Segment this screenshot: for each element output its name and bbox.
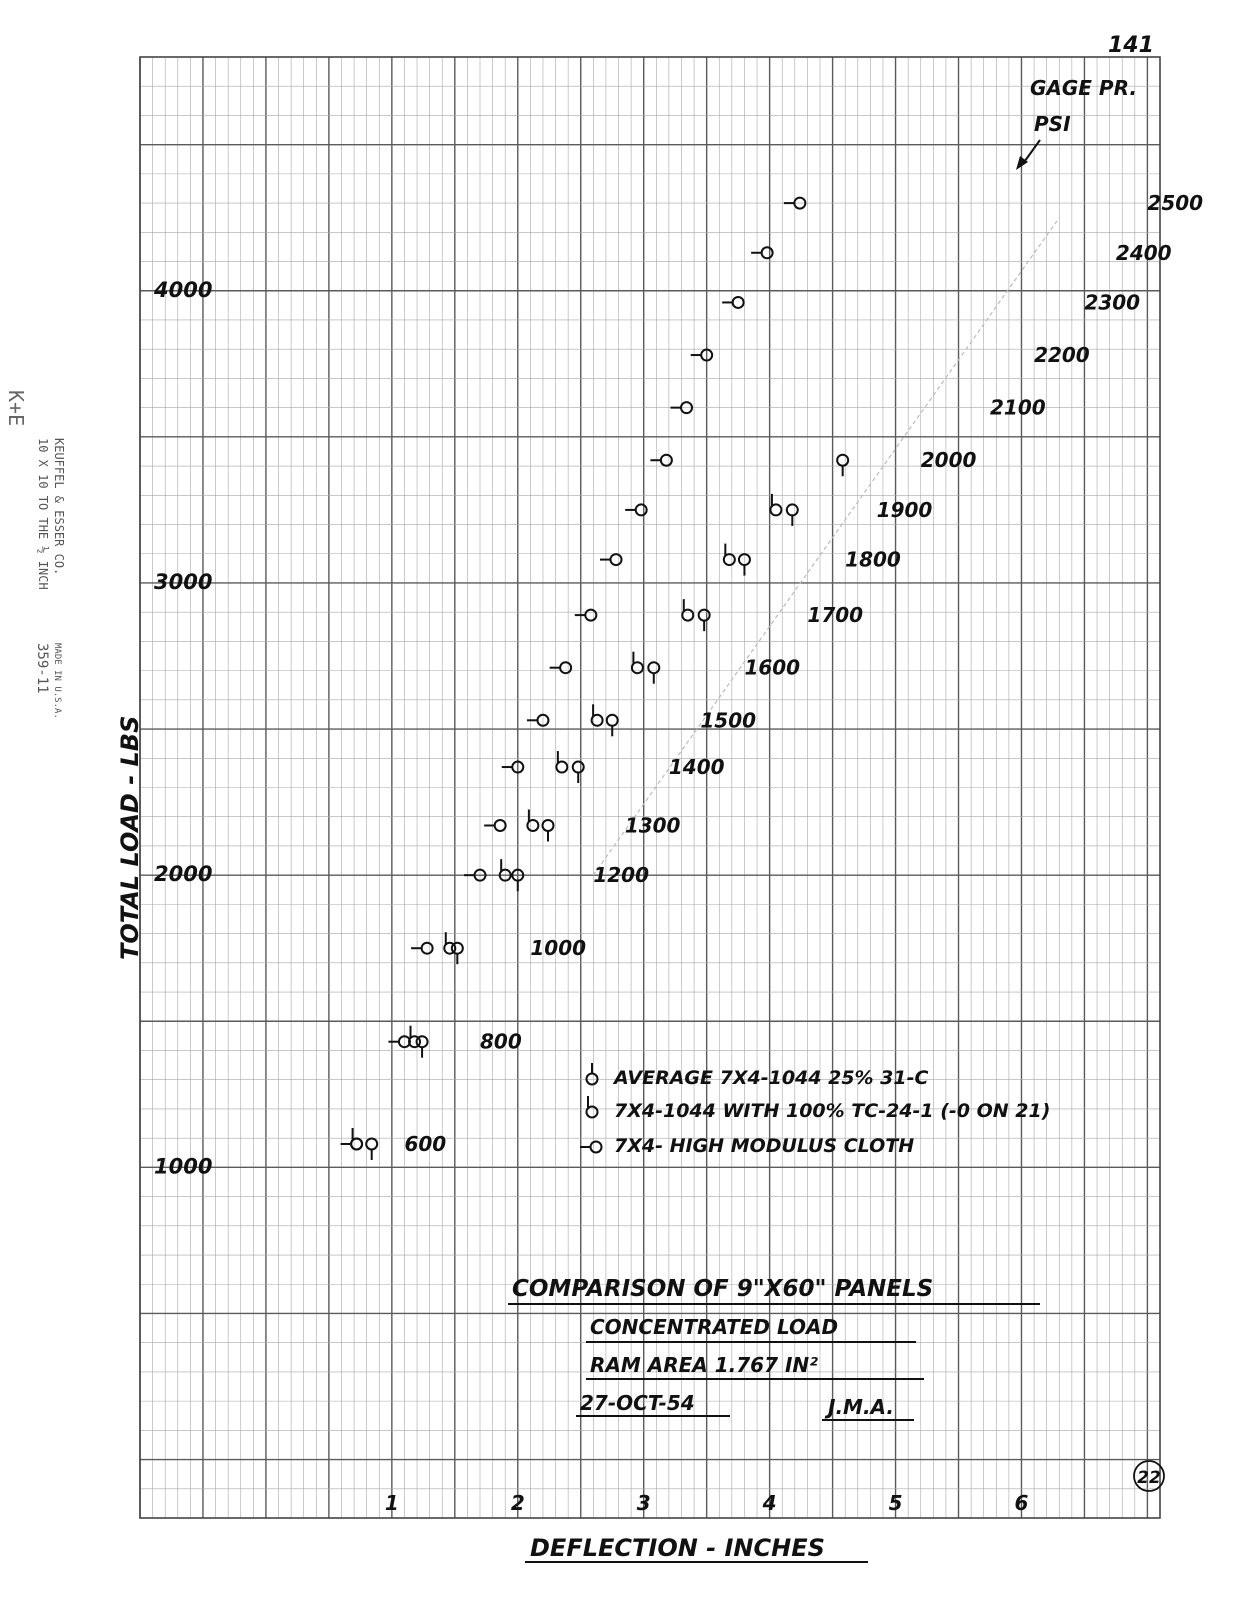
gage-pressure-label: 1500 — [700, 708, 757, 733]
x-tick-label: 4 — [762, 1491, 777, 1515]
point-circle — [351, 1138, 362, 1149]
sheet-number: 22 — [1137, 1468, 1161, 1488]
data-point — [722, 297, 744, 308]
gage-pressure-label: 2000 — [920, 448, 977, 473]
legend-marker-average — [587, 1063, 598, 1085]
x-tick-label: 3 — [636, 1491, 651, 1515]
point-circle — [770, 504, 781, 515]
point-circle — [543, 820, 554, 831]
point-circle — [632, 662, 643, 673]
legend-label-average: AVERAGE 7X4-1044 25% 31-C — [614, 1067, 929, 1089]
sheet-number-badge — [1134, 1461, 1164, 1491]
chart-subtitle-line1: CONCENTRATED LOAD — [590, 1315, 839, 1339]
point-circle — [682, 610, 693, 621]
title-block — [508, 1276, 1040, 1420]
y-tick-label: 3000 — [154, 569, 213, 594]
gage-header-line1: GAGE PR. — [1030, 76, 1137, 100]
x-axis-title: DEFLECTION - INCHES — [530, 1534, 825, 1562]
gage-pressure-label: 2100 — [990, 395, 1046, 420]
data-point — [573, 762, 584, 784]
point-circle — [611, 554, 622, 565]
x-tick-label: 2 — [510, 1491, 525, 1515]
legend-label-high-modulus: 7X4- HIGH MODULUS CLOTH — [614, 1135, 915, 1157]
point-circle — [607, 715, 618, 726]
point-circle — [560, 662, 571, 673]
data-point — [699, 610, 710, 632]
point-circle — [573, 762, 584, 773]
point-circle — [787, 504, 798, 515]
data-point — [543, 820, 554, 842]
point-circle — [585, 610, 596, 621]
paper-brand-madein: MADE IN U.S.A. — [52, 643, 62, 719]
data-point — [632, 652, 643, 674]
data-point — [366, 1138, 377, 1160]
gage-pressure-label: 1900 — [876, 497, 933, 522]
chart-title: COMPARISON OF 9"X60" PANELS — [512, 1276, 934, 1302]
point-circle — [699, 610, 710, 621]
legend — [580, 1063, 1050, 1157]
data-point — [837, 455, 848, 477]
point-circle — [661, 455, 672, 466]
gage-pressure-label: 800 — [480, 1029, 522, 1054]
data-point — [648, 662, 659, 684]
data-point — [770, 494, 781, 516]
gage-pressure-label: 1200 — [593, 863, 650, 888]
point-circle — [762, 247, 773, 258]
gage-pressure-label: 2400 — [1115, 240, 1172, 265]
data-point — [527, 809, 538, 831]
gage-pressure-label: 1000 — [530, 936, 587, 961]
data-point — [556, 751, 567, 773]
point-circle — [527, 820, 538, 831]
gage-pressure-label: 1300 — [624, 813, 681, 838]
gage-pressure-label: 2300 — [1084, 290, 1141, 315]
point-circle — [648, 662, 659, 673]
point-circle — [733, 297, 744, 308]
gage-pressure-label: 600 — [404, 1131, 447, 1156]
point-circle — [724, 554, 735, 565]
legend-marker-tc24 — [587, 1096, 598, 1118]
gage-pressure-label: 2500 — [1147, 191, 1204, 216]
data-points — [341, 191, 1204, 1160]
gage-pressure-label: 1600 — [744, 655, 801, 680]
paper-brand-line2: 10 X 10 TO THE ½ INCH — [36, 438, 50, 590]
data-point — [724, 544, 735, 566]
paper-brand-line1: KEUFFEL & ESSER CO. — [52, 438, 66, 576]
data-point — [484, 820, 506, 831]
y-tick-label: 2000 — [154, 862, 213, 887]
annotations — [116, 33, 1164, 1562]
point-circle — [444, 943, 455, 954]
paper-brand-line3: 359-11 — [34, 643, 50, 694]
gage-header-line2: PSI — [1034, 112, 1071, 136]
chart-initials: J.M.A. — [828, 1395, 894, 1419]
legend-label-tc24: 7X4-1044 WITH 100% TC-24-1 (-0 ON 21) — [614, 1100, 1051, 1122]
page-number: 141 — [1108, 33, 1154, 58]
x-tick-label: 6 — [1014, 1491, 1029, 1515]
gage-pressure-label: 1700 — [807, 603, 864, 628]
y-tick-label: 4000 — [154, 277, 213, 302]
gage-pressure-label: 1800 — [845, 547, 901, 572]
chart-date: 27-OCT-54 — [580, 1391, 695, 1415]
x-tick-label: 5 — [888, 1491, 903, 1515]
data-point — [607, 715, 618, 737]
data-point — [341, 1138, 363, 1149]
point-circle — [495, 820, 506, 831]
brand-logo: K+E — [4, 390, 28, 427]
gage-pressure-label: 2200 — [1034, 343, 1090, 368]
y-tick-label: 1000 — [154, 1154, 213, 1179]
point-circle — [556, 762, 567, 773]
point-circle — [366, 1138, 377, 1149]
chart-subtitle-line2: RAM AREA 1.767 IN² — [590, 1353, 818, 1377]
y-axis-title: TOTAL LOAD - LBS — [116, 715, 144, 960]
data-point — [682, 599, 693, 621]
guide-line — [593, 218, 1059, 875]
legend-marker-high-modulus — [580, 1142, 602, 1153]
gage-pressure-label: 1400 — [668, 755, 725, 780]
data-point — [787, 504, 798, 526]
point-circle — [636, 504, 647, 515]
x-tick-label: 1 — [384, 1491, 399, 1515]
point-circle — [422, 943, 433, 954]
point-circle — [837, 455, 848, 466]
